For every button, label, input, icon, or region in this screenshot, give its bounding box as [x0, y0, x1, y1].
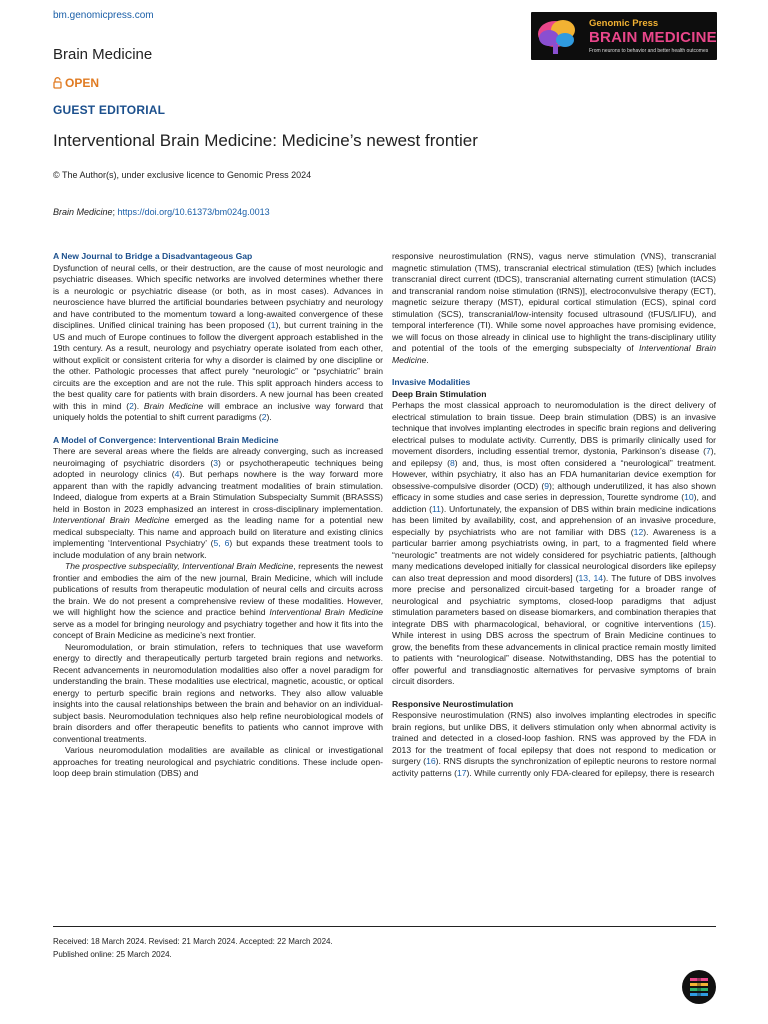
reference-link[interactable]: 16	[426, 756, 436, 766]
paragraph: Responsive neurostimulation (RNS) also involves implanting electrodes in specific brain regions, but unlike DBS, it delivers stimulation only when abnormal activity is trained and detected in a closed-loop fashion. RNS was approved by the FDA in 2013 for the treatment of focal epilepsy that does not respond to medication or surgery (16). RNS disrupts the synchronization of epileptic neurons to restore normal activity patterns (17). While currently only FDA-cleared for epilepsy, there is research	[392, 710, 717, 778]
footer-divider	[53, 926, 716, 927]
citation-separator: ;	[112, 207, 118, 217]
logo-publisher: Genomic Press	[589, 18, 659, 29]
paragraph: Various neuromodulation modalities are available as clinical or investigational approaches for treating neurological and psychiatric conditions. These include open-loop deep brain stimulation (DBS) and	[53, 745, 383, 778]
published-date: Published online: 25 March 2024.	[53, 950, 172, 959]
crossmark-badge[interactable]	[681, 969, 717, 1005]
brain-logo-icon	[533, 12, 589, 60]
body-column-right	[392, 251, 716, 779]
reference-link[interactable]: 8	[449, 457, 455, 468]
genomic-press-badge-icon	[681, 969, 717, 1005]
paragraph: Dysfunction of neural cells, or their destruction, are the cause of most neurologic and psychiatric diseases. Which specific networks are involved determines whether there is a neurologic or psychiatric disease (or both, as in most cases). Advances in neuroscience have blurred the artificial boundaries between psychiatry and neurology and have contributed to the momentum toward a long-awaited convergence of these disciplines. Unified clinical training has been proposed (1), but current training in the US and much of Europe continues to follow the divergent approach established in the 19th century. As a result, neurology and psychiatry operate isolated from each other, without explicit or consistent criteria for why a disorder is claimed by one discipline or the other. Pathologic processes that affect purely “neurologic” or “psychiatric” brain circuits are the exception and are not the rule. This split approach hinders access to the best quality care for patients with brain disorders. A new journal has been created with this in mind (2). Brain Medicine will embrace an inclusive way forward that uniquely holds the potential to shift current paradigms (2).	[53, 262, 384, 422]
logo-journal: BRAIN MEDICINE	[589, 29, 717, 46]
article-type: GUEST EDITORIAL	[53, 103, 166, 117]
open-label: OPEN	[65, 76, 100, 90]
section-heading: A Model of Convergence: Interventional Brain Medicine	[53, 434, 279, 445]
article-title: Interventional Brain Medicine: Medicine’s newest frontier	[53, 131, 478, 150]
reference-link[interactable]: 11	[432, 503, 441, 514]
reference-link[interactable]: 10	[684, 492, 694, 502]
logo-tagline: From neurons to behavior and better health outcomes	[589, 48, 709, 54]
citation-journal: Brain Medicine	[53, 207, 113, 217]
section-heading: Invasive Modalities	[392, 377, 471, 387]
brain-medicine-logo[interactable]	[531, 12, 717, 60]
reference-link[interactable]: 2	[261, 412, 267, 422]
reference-link[interactable]: 3	[213, 457, 218, 468]
reference-link[interactable]: 4	[174, 469, 180, 479]
copyright-notice: © The Author(s), under exclusive licence to Genomic Press 2024	[53, 170, 312, 180]
subsection-heading: Deep Brain Stimulation	[392, 388, 487, 399]
reference-link[interactable]: 5, 6	[213, 538, 230, 548]
reference-link[interactable]: 7	[705, 446, 711, 456]
body-column-left	[53, 251, 383, 780]
citation-line	[53, 207, 270, 217]
paragraph: There are several areas where the fields are already converging, such as increased neuroimaging of psychiatric disorders (3) or psychotherapeutic techniques being adopted in neurology clinics (4). But perhaps nowhere is the way forward more apparent than with the rapidly advancing treatment modalities of brain stimulation. Indeed, dialogue from experts at a Brain Stimulation Subspecialty Summit (BRASSS) held in Boston in 2023 emphasized an interest in cross-disciplinary implementation. Interventional Brain Medicine emerged as the leading name for a potential new medical subspecialty. This name and approach build on literature and existing clinics implementing ‘Interventional Psychiatry’ (5, 6) but expands these treatment tools to include modulation of any brain network.	[53, 446, 383, 560]
doi-link[interactable]: https://doi.org/10.61373/bm024g.0013	[117, 207, 270, 217]
reference-link[interactable]: 17	[456, 767, 467, 778]
open-access-badge	[53, 76, 99, 90]
open-lock-icon	[53, 77, 62, 89]
paragraph: Neuromodulation, or brain stimulation, refers to techniques that use waveform energy to directly and therapeutically perturb targeted brain regions and networks. Recent advancements in neuromodulation modalities also offer a novel paradigm for understanding the brain. These modalities use electrical, magnetic, acoustic, or optical energy to perturb specific brain regions and networks. They also allow valuable insights into the causal relationships between the brain and behavior on an individual-subject basis. Neuromodulation techniques also help refine neurobiological models of brain disorders and offer therapeutic benefits to patients who cannot improve with conventional treatments.	[53, 641, 383, 744]
paragraph: responsive neurostimulation (RNS), vagus nerve stimulation (VNS), transcranial magnetic stimulation (TMS), transcranial electrical stimulation (tES) [which includes transcranial direct current (tDCS), transcranial alternating current stimulation (tACS) and transcranial random noise stimulation (tRNS)], electroconvulsive therapy (ECT), magnetic seizure therapy (MST), epidural cortical stimulation (ECS), spinal cord stimulation (SCS), transcranial/low-intensity focused ultrasound (tFUS/LIFU), and temporal interference (TI). While some novel approaches have promising evidence, we will focus on those already in clinical use to highlight the trans-disciplinary utility and potential of the tools of the emerging subspecialty of Interventional Brain Medicine.	[392, 251, 717, 365]
reference-link[interactable]: 9	[544, 480, 550, 491]
reference-link[interactable]: 12	[633, 526, 644, 537]
reference-link[interactable]: 13, 14	[578, 572, 604, 583]
received-dates: Received: 18 March 2024. Revised: 21 March 2024. Accepted: 22 March 2024.	[53, 937, 333, 946]
journal-url[interactable]: bm.genomicpress.com	[53, 10, 154, 21]
journal-name: Brain Medicine	[53, 46, 153, 63]
subsection-heading: Responsive Neurostimulation	[392, 698, 514, 709]
paragraph: The prospective subspeciality, Interventional Brain Medicine, represents the newest frontier and embodies the aim of the new journal, Brain Medicine, which will include publications of results from therapeutic modulation of neural cells and circuits across the brain. We do not present a comprehensive review of these modalities. However, we will highlight how the science and practice behind Interventional Brain Medicine serve as a model for bringing neurology and psychiatry together and how it fits into the concept of Brain Medicine as medicine’s next frontier.	[53, 561, 384, 640]
reference-link[interactable]: 15	[701, 618, 711, 629]
reference-link[interactable]: 2	[129, 400, 134, 411]
section-heading: A New Journal to Bridge a Disadvantageous Gap	[53, 251, 253, 261]
paragraph: Perhaps the most classical approach to neuromodulation is the direct delivery of electrical stimulation to brain tissue. Deep brain stimulation (DBS) is an invasive technique that involves implanting electrodes in specific brain regions and delivering electrical pulses to modulate activity. Currently, DBS is primarily clinically used for movement disorders, including essential tremor, dystonia, Parkinson’s disease (7), and epilepsy (8) and, thus, is most often considered a “neurological” treatment. However, within psychiatry, it also has an FDA humanitarian device exemption for obsessive-compulsive disorder (OCD) (9); although underutilized, it has also shown efficacy in some studies and case series in depression, Tourette syndrome (10), and addiction (11). Unfortunately, the expansion of DBS within brain medicine indications has been limited by availability, cost, and apprehension of an invasive procedure, especially by psychiatrists who are not familiar with DBS (12). Awareness is a particular barrier among psychiatrists owing, in part, to a fragmented field where “neurologic” treatments are not widely considered for psychiatric patients, [although many medications developed initially for classical neurological disorders like epilepsy can also treat depression and mood disorders] (13, 14). The future of DBS involves more precise and personalized circuit-based targeting for a broader range of neurological and psychiatric symptoms, closed-loop paradigms that adjust stimulation parameters based on disease biomarkers, and combination therapies that integrate DBS with pharmacological, behavioral, or cognitive interventions (15). While interest in using DBS across the spectrum of Brain Medicine continues to grow, the benefits from these advancements in clinical practice remain mostly limited to patients with “neurological” disease. Notwithstanding, DBS has the potential to offer powerful and transdiagnostic alternatives for pervasive symptoms of brain circuit disorders.	[392, 400, 716, 686]
reference-link[interactable]: 1	[270, 320, 276, 330]
